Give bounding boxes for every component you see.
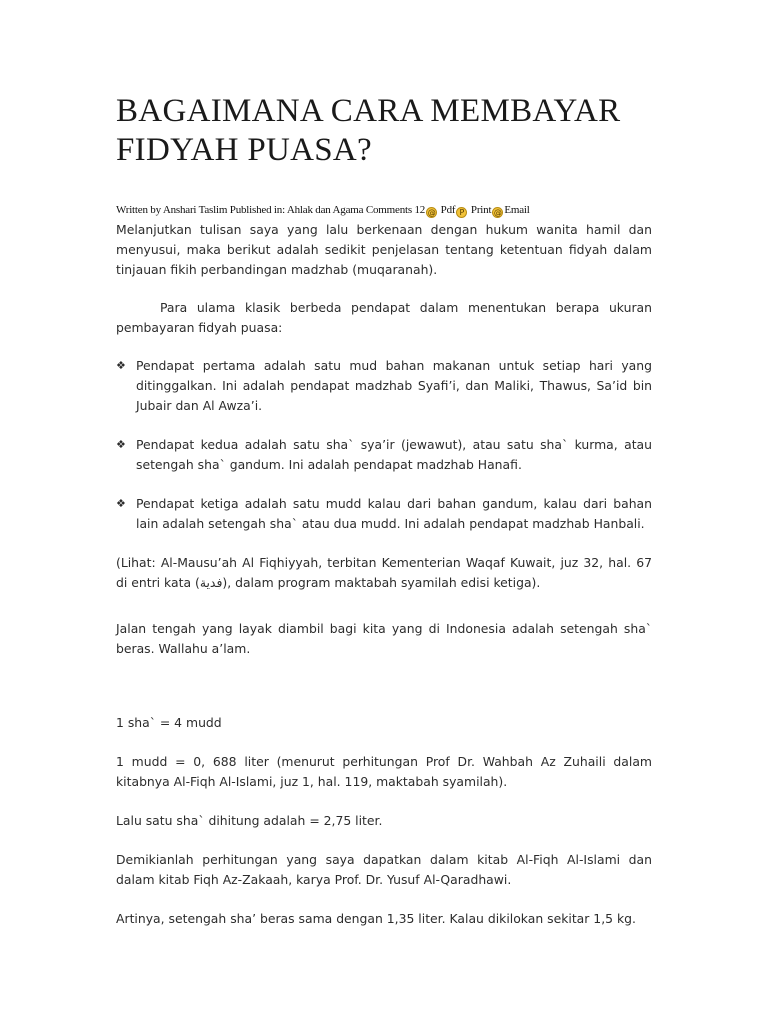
mudd-equation: 1 mudd = 0, 688 liter (menurut perhitungan Prof Dr. Wahbah Az Zuhaili dalam kitabnya Al-Fiqh Al-Islami, juz 1, hal. 119, maktabah syamilah).: [116, 754, 652, 789]
opinion-list: [116, 356, 652, 534]
pdf-icon[interactable]: P: [456, 207, 467, 218]
email-link[interactable]: Email: [504, 204, 530, 216]
reference-paragraph: (Lihat: Al-Mausu’ah Al Fiqhiyyah, terbitan Kementerian Waqaf Kuwait, juz 32, hal. 67 di entri kata (فدية), dalam program maktabah syamilah edisi ketiga).: [116, 555, 652, 590]
source-paragraph: Demikianlah perhitungan yang saya dapatkan dalam kitab Al-Fiqh Al-Islami dan dalam kitab Fiqh Az-Zakaah, karya Prof. Dr. Yusuf Al-Qaradhawi.: [116, 852, 652, 887]
comments-link[interactable]: Comments 12: [365, 204, 426, 216]
published-label: Published in: Ahlak dan Agama: [229, 204, 364, 216]
opinion-text: Pendapat kedua adalah satu sha` sya’ir (jewawut), atau satu sha` kurma, atau setengah sha` gandum. Ini adalah pendapat madzhab Hanafi.: [136, 437, 652, 472]
conclusion-paragraph: Jalan tengah yang layak diambil bagi kita yang di Indonesia adalah setengah sha` beras. Wallahu a’lam.: [116, 621, 652, 656]
page-title: BAGAIMANA CARA MEMBAYAR FIDYAH PUASA?: [116, 93, 621, 168]
list-item: [116, 494, 652, 534]
bullet-diamond-icon: ❖: [116, 497, 126, 510]
bullet-diamond-icon: ❖: [116, 359, 126, 372]
intro-paragraph: Melanjutkan tulisan saya yang lalu berkenaan dengan hukum wanita hamil dan menyusui, maka berikut adalah sedikit penjelasan tentang ketentuan fidyah dalam tinjauan fikih perbandingan madzhab (muqaranah).: [116, 222, 652, 277]
sha-liter-paragraph: Lalu satu sha` dihitung adalah = 2,75 liter.: [116, 813, 383, 828]
print-link[interactable]: Print: [470, 204, 492, 216]
author-label: Written by Anshari Taslim: [116, 204, 228, 216]
list-item: [116, 435, 652, 475]
print-icon[interactable]: @: [493, 208, 502, 217]
opinion-text: Pendapat pertama adalah satu mud bahan makanan untuk setiap hari yang ditinggalkan. Ini adalah pendapat madzhab Syafi’i, dan Maliki, Thawus, Sa’id bin Jubair dan Al Awza’i.: [136, 358, 652, 413]
pdf-link[interactable]: Pdf: [440, 204, 456, 216]
list-item: [116, 356, 652, 416]
comments-icon[interactable]: @: [427, 208, 436, 217]
ulama-paragraph: Para ulama klasik berbeda pendapat dalam menentukan berapa ukuran pembayaran fidyah puasa:: [116, 300, 652, 335]
sha-equation: 1 sha` = 4 mudd: [116, 715, 222, 730]
opinion-text: Pendapat ketiga adalah satu mudd kalau dari bahan gandum, kalau dari bahan lain adalah setengah sha` atau dua mudd. Ini adalah pendapat madzhab Hanbali.: [136, 496, 652, 531]
summary-paragraph: Artinya, setengah sha’ beras sama dengan 1,35 liter. Kalau dikilokan sekitar 1,5 kg.: [116, 911, 636, 926]
bullet-diamond-icon: ❖: [116, 438, 126, 451]
article-meta: [116, 202, 652, 218]
article-body: [116, 220, 652, 929]
article: [116, 92, 652, 929]
